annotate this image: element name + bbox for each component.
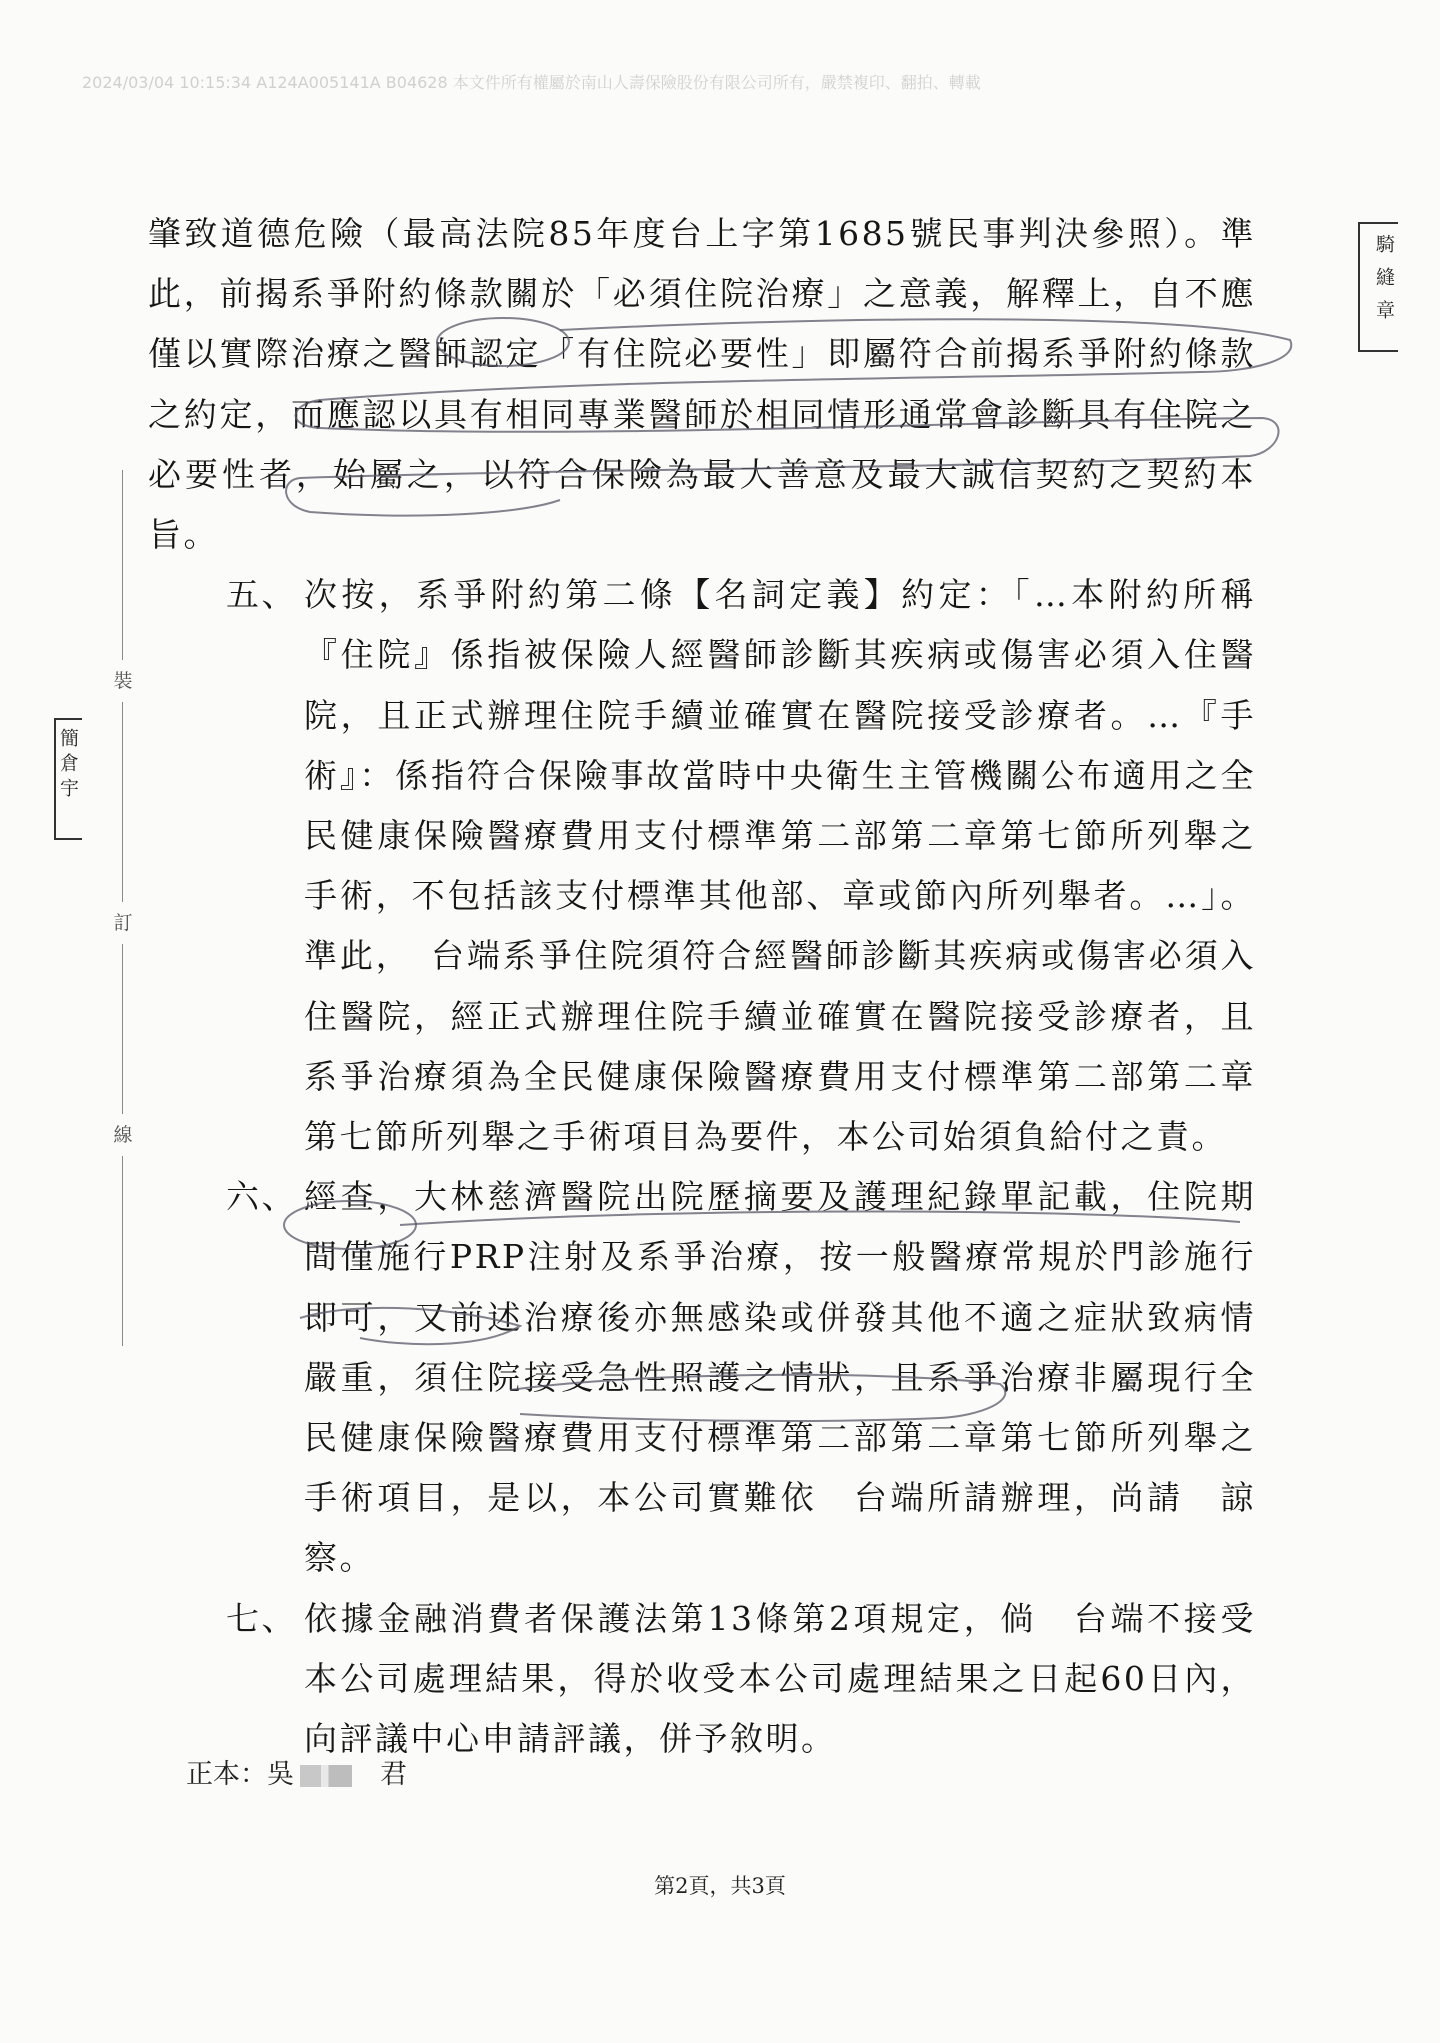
watermark-text: 2024/03/04 10:15:34 A124A005141A B04628 本文件所有權屬於南山人壽保險股份有限公司所有，嚴禁複印、翻拍、轉載 xyxy=(82,73,981,92)
item-text: 次按，系爭附約第二條【名詞定義】約定：「…本附約所稱『住院』係指被保險人經醫師診斷其疾病或傷害必須入住醫院，且正式辦理住院手續並確實在醫院接受診療者。…『手術』：係指符合保險事故當時中央衛生主管機關公布適用之全民健康保險醫療費用支付標準第二部第二章第七節所列舉之手術，不包括該支付標準其他部、章或節內所列舉者。…」。準此， 台端系爭住院須符合經醫師診斷其疾病或傷害必須入住醫院，經正式辦理住院手續並確實在醫院接受診療者，且系爭治療須為全民健康保險醫療費用支付標準第二部第二章第七節所列舉之手術項目為要件，本公司始須負給付之責。 xyxy=(304,575,1256,1157)
binding-mark-ding: 訂 xyxy=(113,912,133,934)
seal-stamp-right: 騎縫章 xyxy=(1358,222,1398,352)
item-five xyxy=(226,565,1256,1167)
item-number: 七、 xyxy=(226,1598,297,1638)
cc-label: 正本：吳 xyxy=(186,1759,294,1790)
redacted-name xyxy=(300,1765,352,1787)
seal-stamp-left: 簡倉宇 xyxy=(54,718,82,840)
item-text: 經查，大林慈濟醫院出院歷摘要及護理紀錄單記載，住院期間僅施行PRP注射及系爭治療，按一般醫療常規於門診施行即可，又前述治療後亦無感染或併發其他不適之症狀致病情嚴重，須住院接受急性照護之情狀，且系爭治療非屬現行全民健康保險醫療費用支付標準第二部第二章第七節所列舉之手術項目，是以，本公司實難依 台端所請辦理，尚請 諒察。 xyxy=(304,1177,1256,1578)
item-seven xyxy=(226,1589,1256,1770)
binding-line xyxy=(96,470,156,1350)
item-number: 五、 xyxy=(226,575,297,615)
cc-suffix: 君 xyxy=(380,1759,407,1790)
item-number: 六、 xyxy=(226,1177,297,1217)
page-number: 第2頁，共3頁 xyxy=(654,1874,786,1898)
cc-recipient xyxy=(186,1752,407,1791)
item-text: 依據金融消費者保護法第13條第2項規定，倘 台端不接受本公司處理結果，得於收受本公司處理結果之日起60日內，向評議中心申請評議，併予敘明。 xyxy=(304,1598,1256,1759)
binding-mark-zhuang: 裝 xyxy=(113,670,133,692)
item-six xyxy=(226,1167,1256,1588)
binding-mark-xian: 線 xyxy=(113,1124,133,1146)
letter-body xyxy=(148,204,1256,1769)
paragraph-continued: 肇致道德危險（最高法院85年度台上字第1685號民事判決參照）。準此，前揭系爭附約條款關於「必須住院治療」之意義，解釋上，自不應僅以實際治療之醫師認定「有住院必要性」即屬符合前揭系爭附約條款之約定，而應認以具有相同專業醫師於相同情形通常會診斷具有住院之必要性者，始屬之，以符合保險為最大善意及最大誠信契約之契約本旨。 xyxy=(148,214,1256,555)
